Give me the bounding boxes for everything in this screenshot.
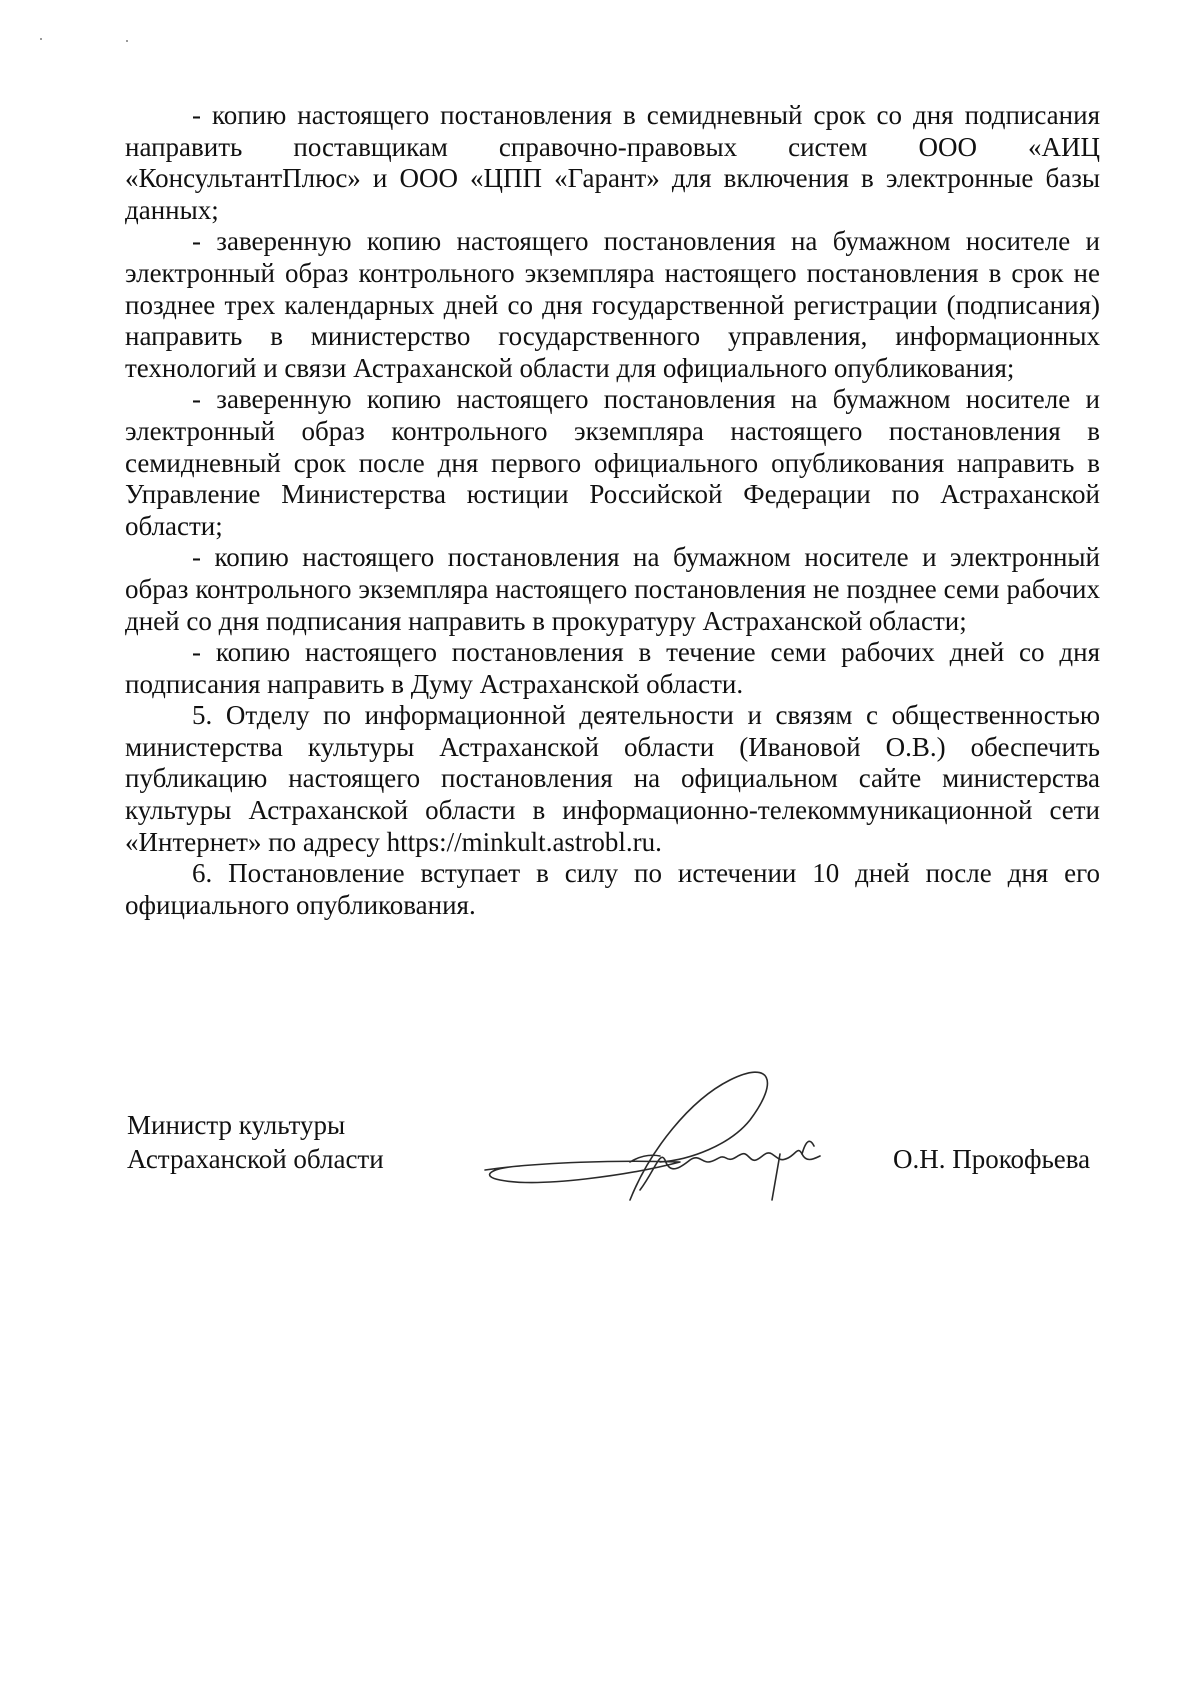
paragraph-ministry-of-justice: - заверенную копию настоящего постановления на бумажном носителе и электронный образ контрольного экземпляра настоящего постановления в семидневный срок после дня первого официального опубликования направить в Управление Министерства юстиции Российской Федерации по Астраханской области; (125, 384, 1100, 541)
paragraph-duma: - копию настоящего постановления в течение семи рабочих дней со дня подписания направить в Думу Астраханской области. (125, 637, 1100, 699)
paragraph-item-6: 6. Постановление вступает в силу по истечении 10 дней после дня его официального опубликования. (125, 858, 1100, 920)
paragraph-consultant-garant: - копию настоящего постановления в семидневный срок со дня подписания направить поставщикам справочно-правовых систем ООО «АИЦ «КонсультантПлюс» и ООО «ЦПП «Гарант» для включения в электронные базы данных; (125, 100, 1100, 225)
paragraph-official-publication: - заверенную копию настоящего постановления на бумажном носителе и электронный образ контрольного экземпляра настоящего постановления в срок не позднее трех календарных дней со дня государственной регистрации (подписания) направить в министерство государственного управления, информационных технологий и связи Астраханской области для официального опубликования; (125, 226, 1100, 383)
signatory-title-line1: Министр культуры (127, 1110, 346, 1140)
scan-speck (40, 38, 42, 40)
paragraph-prosecutor: - копию настоящего постановления на бумажном носителе и электронный образ контрольного экземпляра настоящего постановления не позднее семи рабочих дней со дня подписания направить в прокуратуру Астраханской области; (125, 542, 1100, 636)
paragraph-item-5: 5. Отделу по информационной деятельности и связям с общественностью министерства культуры Астраханской области (Ивановой О.В.) обеспечить публикацию настоящего постановления на официальном сайте министерства культуры Астраханской области в информационно-телекоммуникационной сети «Интернет» по адресу https://minkult.astrobl.ru. (125, 700, 1100, 857)
document-body (125, 100, 1100, 921)
handwritten-signature (480, 1050, 880, 1240)
scan-speck (126, 40, 128, 42)
signatory-name: О.Н. Прокофьева (893, 1144, 1091, 1174)
signatory-title-line2: Астраханской области (127, 1144, 384, 1174)
signatory-title (127, 1108, 384, 1176)
